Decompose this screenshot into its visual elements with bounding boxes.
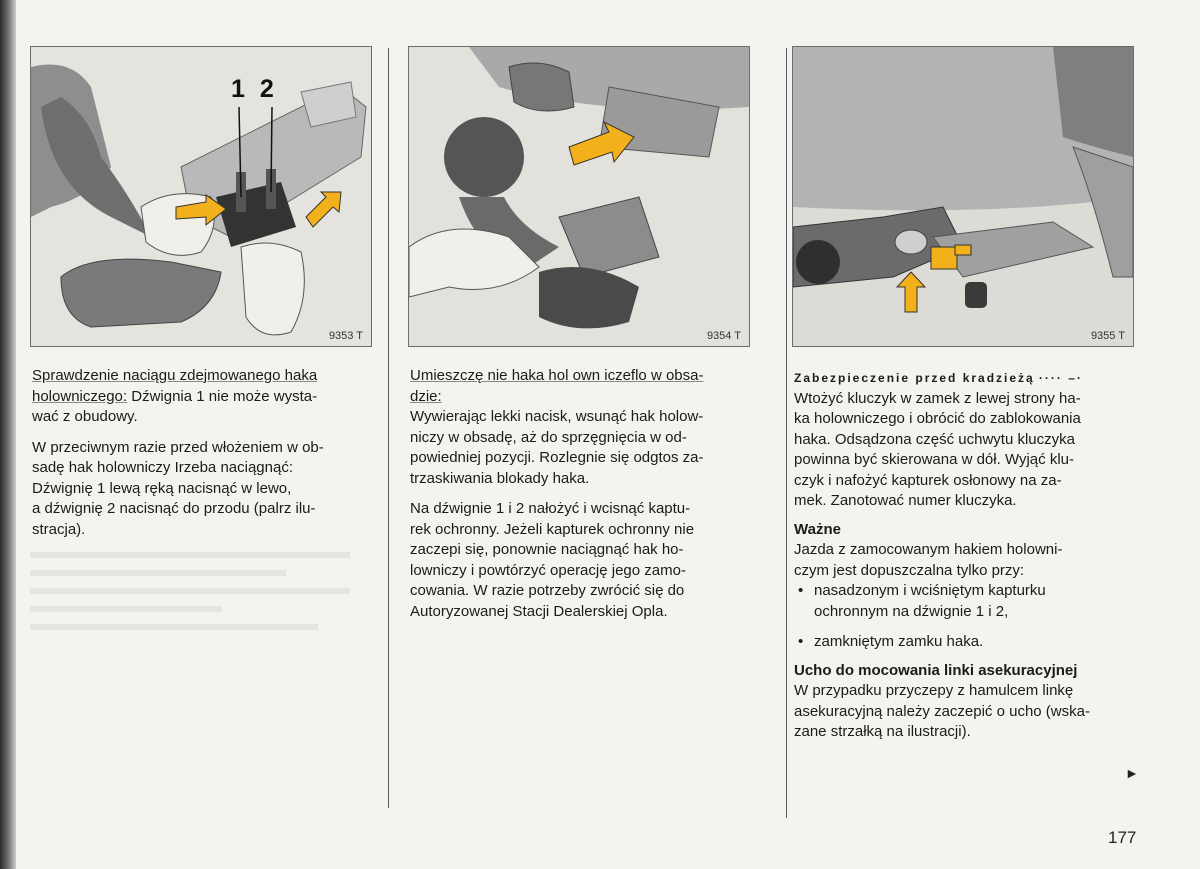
text-column-3	[794, 368, 1139, 743]
text: Autoryzowanej Stacji Dealerskiej Opla.	[410, 602, 668, 620]
heading-important: Ważne	[794, 520, 841, 538]
heading-safety-cable-eye: Ucho do mocowania linki asekuracyjnej	[794, 661, 1078, 679]
bullet-item-cont: ochronnym na dźwignie 1 i 2,	[814, 602, 1009, 620]
tow-hook-levers-illustration	[31, 47, 371, 346]
text: sadę hak holowniczy Irzeba naciągnąć:	[32, 459, 293, 476]
bullet-item: • nasadzonym i wciśniętym kapturku	[794, 581, 1139, 602]
heading-insert-hook-cont: dzie:	[410, 387, 442, 405]
text: lowniczy i powtórzyć operację jego zamo-	[410, 561, 686, 579]
column-divider-1	[388, 48, 389, 808]
figure-code: 9354 T	[706, 330, 741, 342]
heading-dots: ···· –·	[1038, 371, 1083, 385]
text: W przeciwnym razie przed włożeniem w ob-	[32, 438, 324, 456]
lever-labels: 1 2	[231, 75, 278, 103]
next-page-arrow-icon: ►	[1125, 765, 1139, 781]
heading-anti-theft: Zabezpieczenie przed kradzieżą	[794, 371, 1035, 385]
text: haka. Odsądzona część uchwytu kluczyka	[794, 430, 1075, 448]
book-spine-shadow	[0, 0, 16, 869]
page-number: 177	[1108, 828, 1137, 847]
text: asekuracyjną należy zaczepić o ucho (wska-	[794, 702, 1090, 720]
text: powinna być skierowana w dół. Wyjąć klu-	[794, 451, 1074, 468]
text: rek ochronny. Jeżeli kapturek ochronny nie	[410, 520, 695, 538]
text: Dźwignia 1 nie może wysta-	[127, 387, 318, 405]
heading-check-tension: Sprawdzenie naciągu zdejmowanego haka	[32, 367, 318, 384]
text: Jazda z zamocowanym hakiem holowni-	[794, 541, 1063, 558]
figure-code: 9353 T	[328, 330, 363, 342]
column-divider-2	[786, 48, 787, 818]
inserting-hook-illustration	[409, 47, 749, 346]
text: a dźwignię 2 nacisnąć do przodu (palrz ilu-	[32, 500, 316, 517]
figure-tow-hook-levers	[30, 46, 372, 347]
text: Dźwignię 1 lewą ręką nacisnąć w lewo,	[32, 479, 292, 497]
text: wać z obudowy.	[32, 408, 138, 425]
bleed-through-text	[30, 540, 350, 660]
text: zaczepi się, ponownie naciągnąć hak ho-	[410, 541, 684, 558]
figure-anti-theft-lock	[792, 46, 1134, 347]
heading-check-tension-cont: holowniczego:	[32, 387, 128, 405]
figure-inserting-hook	[408, 46, 750, 347]
text: mek. Zanotować numer kluczyka.	[794, 492, 1017, 509]
bullet-item: • zamkniętym zamku haka.	[794, 632, 1139, 653]
text: powiedniej pozycji. Rozlegnie się odgtos za-	[410, 449, 704, 466]
figure-code: 9355 T	[1090, 330, 1125, 342]
anti-theft-lock-illustration	[793, 47, 1133, 346]
text: ka holowniczego i obrócić do zablokowania	[794, 410, 1081, 427]
text: Na dźwignie 1 i 2 nałożyć i wcisnąć kaptu-	[410, 500, 691, 517]
text: czyk i nafożyć kapturek osłonowy na za-	[794, 471, 1062, 489]
text-column-1	[32, 366, 377, 540]
text: czym jest dopuszczalna tylko przy:	[794, 561, 1025, 579]
text: stracja).	[32, 520, 86, 538]
text-column-2	[410, 366, 775, 622]
heading-insert-hook: Umieszczę nie haka hol own iczeflo w obsa-	[410, 367, 704, 384]
text: W przypadku przyczepy z hamulcem linkę	[794, 682, 1074, 699]
text: zane strzałką na ilustracji).	[794, 723, 971, 740]
text: cowania. W razie potrzeby zwrócić się do	[410, 582, 685, 599]
text: Wywierając lekki nacisk, wsunąć hak holow-	[410, 408, 704, 425]
text: niczy w obsadę, aż do sprzęgnięcia w od-	[410, 428, 687, 446]
text: trzaskiwania blokady haka.	[410, 469, 590, 487]
text: Wtożyć kluczyk w zamek z lewej strony ha-	[794, 389, 1081, 407]
